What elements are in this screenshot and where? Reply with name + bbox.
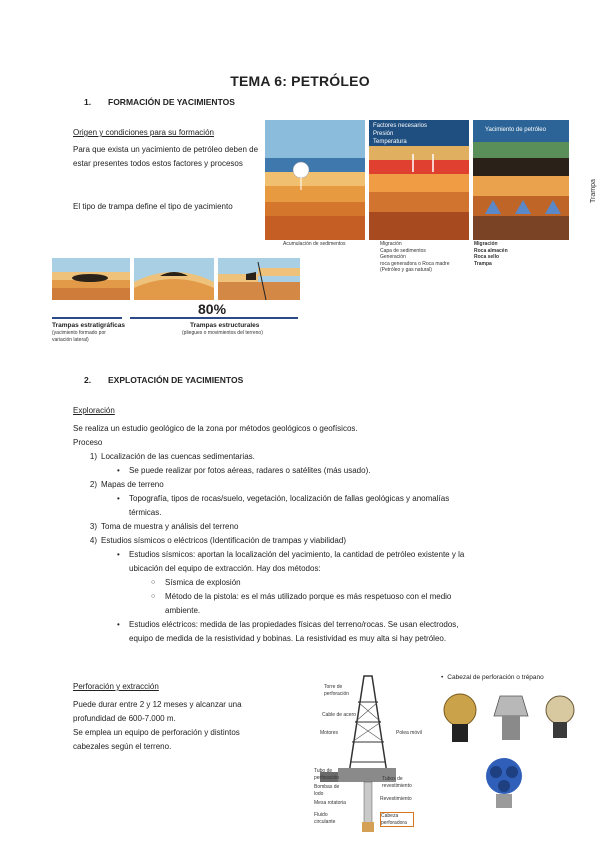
section-2-heading xyxy=(84,375,243,385)
diagram-caption-1: Acumulación de sedimentos xyxy=(283,241,346,247)
drill-heads-svg xyxy=(438,690,588,820)
step-number: 4) xyxy=(89,536,97,545)
page-title: TEMA 6: PETRÓLEO xyxy=(230,73,370,89)
origin-paragraph: Para que exista un yacimiento de petróleo deben de estar presentes todos estos factores y procesos xyxy=(73,145,259,168)
process-bullet: • Se puede realizar por fotos aéreas, radares o satélites (más usado). xyxy=(129,464,561,478)
stratigraphic-sub: (yacimiento formado por variación lateral) xyxy=(52,330,106,343)
drill-head-1 xyxy=(444,694,476,742)
origin-subheading: Origen y condiciones para su formación xyxy=(73,128,214,137)
panel3-title: Yacimiento de petróleo xyxy=(485,127,546,133)
rig-label-bombas: Bombas de lodo xyxy=(314,784,340,797)
process-bullet: • Topografía, tipos de rocas/suelo, vegetación, localización de fallas geológicas y anomalías xyxy=(129,492,561,506)
step-text: Mapas de terreno xyxy=(101,480,164,489)
step-number: 2) xyxy=(89,480,97,489)
step-text: Toma de muestra y análisis del terreno xyxy=(101,522,239,531)
trap-types-svg xyxy=(52,258,300,300)
process-subbullet: ○ Sísmica de explosión xyxy=(165,576,561,590)
caption-line: Roca sello xyxy=(474,254,500,260)
rig-label-tubo: Tubo de perforación xyxy=(314,768,340,781)
drilling-subheading: Perforación y extracción xyxy=(73,682,159,691)
process-bullet: • Estudios sísmicos: aportan la localización del yacimiento, la cantidad de petróleo existente y la xyxy=(129,548,561,562)
process-list xyxy=(89,450,561,646)
drill-head-4 xyxy=(486,758,522,808)
drill-head-2 xyxy=(494,696,528,740)
side-label: Trampa xyxy=(590,179,597,203)
panel2-title-line: Presión xyxy=(373,131,394,137)
section-1-heading xyxy=(84,97,235,107)
panel2-title xyxy=(373,122,469,146)
structural-sub: (pliegues o movimientos del terreno) xyxy=(182,330,263,336)
caption-line: Trampa xyxy=(474,260,492,267)
drilling-paragraph-1: Puede durar entre 2 y 12 meses y alcanzar una profundidad de 600-7.000 m. xyxy=(73,700,242,723)
stratigraphic-label: Trampas estratigráficas xyxy=(52,322,125,329)
drilling-rig-illustration xyxy=(300,672,428,834)
formation-diagram xyxy=(263,118,597,242)
drilling-paragraph-2: Se emplea un equipo de perforación y distintos cabezales según el terreno. xyxy=(73,728,240,751)
drill-head-3 xyxy=(546,696,574,738)
caption-line: Capa de sedimentos xyxy=(380,247,426,254)
process-step xyxy=(89,450,561,464)
drill-heads-images xyxy=(438,690,588,820)
panel2-title-line: Factores necesarios xyxy=(373,123,428,129)
step-number: 3) xyxy=(89,522,97,531)
structural-percent: 80% xyxy=(198,301,227,317)
process-subbullet-cont: ambiente. xyxy=(165,606,201,615)
caption-line: Generación xyxy=(380,254,406,260)
process-bullet-cont: equipo de medida de la resistividad y bobinas. La resistividad es muy alta si hay petróleo. xyxy=(129,634,447,643)
bullet-icon: • xyxy=(441,674,444,681)
step-text: Localización de las cuencas sedimentarias. xyxy=(101,452,255,461)
drilling-rig-svg xyxy=(300,672,428,834)
process-step xyxy=(89,520,561,534)
drill-heads-caption xyxy=(441,674,544,681)
rig-label-polea: Polea móvil xyxy=(396,730,422,736)
process-step xyxy=(89,534,561,548)
caption-line: Migración xyxy=(380,241,402,247)
drill-heads-caption-text: Cabezal de perforación o trépano xyxy=(447,674,544,681)
rig-label-fluido: Fluido circulante xyxy=(314,812,336,825)
caption-line: roca generadora o Roca madre xyxy=(380,260,450,267)
section-title: FORMACIÓN DE YACIMIENTOS xyxy=(108,97,235,107)
section-title: EXPLOTACIÓN DE YACIMIENTOS xyxy=(108,375,244,385)
rig-label-motores: Motores xyxy=(320,730,339,736)
process-bullet-cont: ubicación del equipo de extracción. Hay dos métodos: xyxy=(129,564,321,573)
structural-label: Trampas estructurales xyxy=(190,322,260,329)
exploration-subheading: Exploración xyxy=(73,406,115,415)
process-label: Proceso xyxy=(73,438,103,447)
section-number: 2. xyxy=(84,375,92,385)
process-subbullet: ○ Método de la pistola: es el más utilizado porque es más respetuoso con el medio xyxy=(165,590,561,604)
panel2-title-line: Temperatura xyxy=(373,139,407,145)
caption-line: Migración xyxy=(474,241,498,247)
process-step xyxy=(89,478,561,492)
exploration-intro: Se realiza un estudio geológico de la zona por métodos geológicos o geofísicos. xyxy=(73,424,358,433)
section-number: 1. xyxy=(84,97,92,107)
trap-types-illustration xyxy=(52,258,300,300)
rig-label-mesa: Mesa rotatoria xyxy=(314,800,346,806)
caption-line: (Petróleo y gas natural) xyxy=(380,267,432,273)
trap-paragraph: El tipo de trampa define el tipo de yacimiento xyxy=(73,202,233,211)
caption-line: Roca almacén xyxy=(474,247,508,254)
step-number: 1) xyxy=(89,452,97,461)
rig-label-revestimiento: Revestimiento xyxy=(380,796,412,802)
process-bullet-cont: térmicas. xyxy=(129,508,162,517)
process-bullet: • Estudios eléctricos: medida de las propiedades físicas del terreno/rocas. Se usan electrodos, xyxy=(129,618,561,632)
rig-label-cable: Cable de acero xyxy=(322,712,356,718)
diagram-caption-3 xyxy=(474,241,508,267)
rig-label-tubos: Tubos de revestimiento xyxy=(382,776,412,789)
rig-label-cabeza: Cabeza perforadora xyxy=(380,812,414,827)
stratigraphic-rule xyxy=(52,317,122,319)
step-text: Estudios sísmicos o eléctricos (Identificación de trampas y viabilidad) xyxy=(101,536,346,545)
rig-label-torre: Torre de perforación xyxy=(324,684,350,697)
structural-rule xyxy=(130,317,298,319)
diagram-caption-2 xyxy=(380,241,470,274)
